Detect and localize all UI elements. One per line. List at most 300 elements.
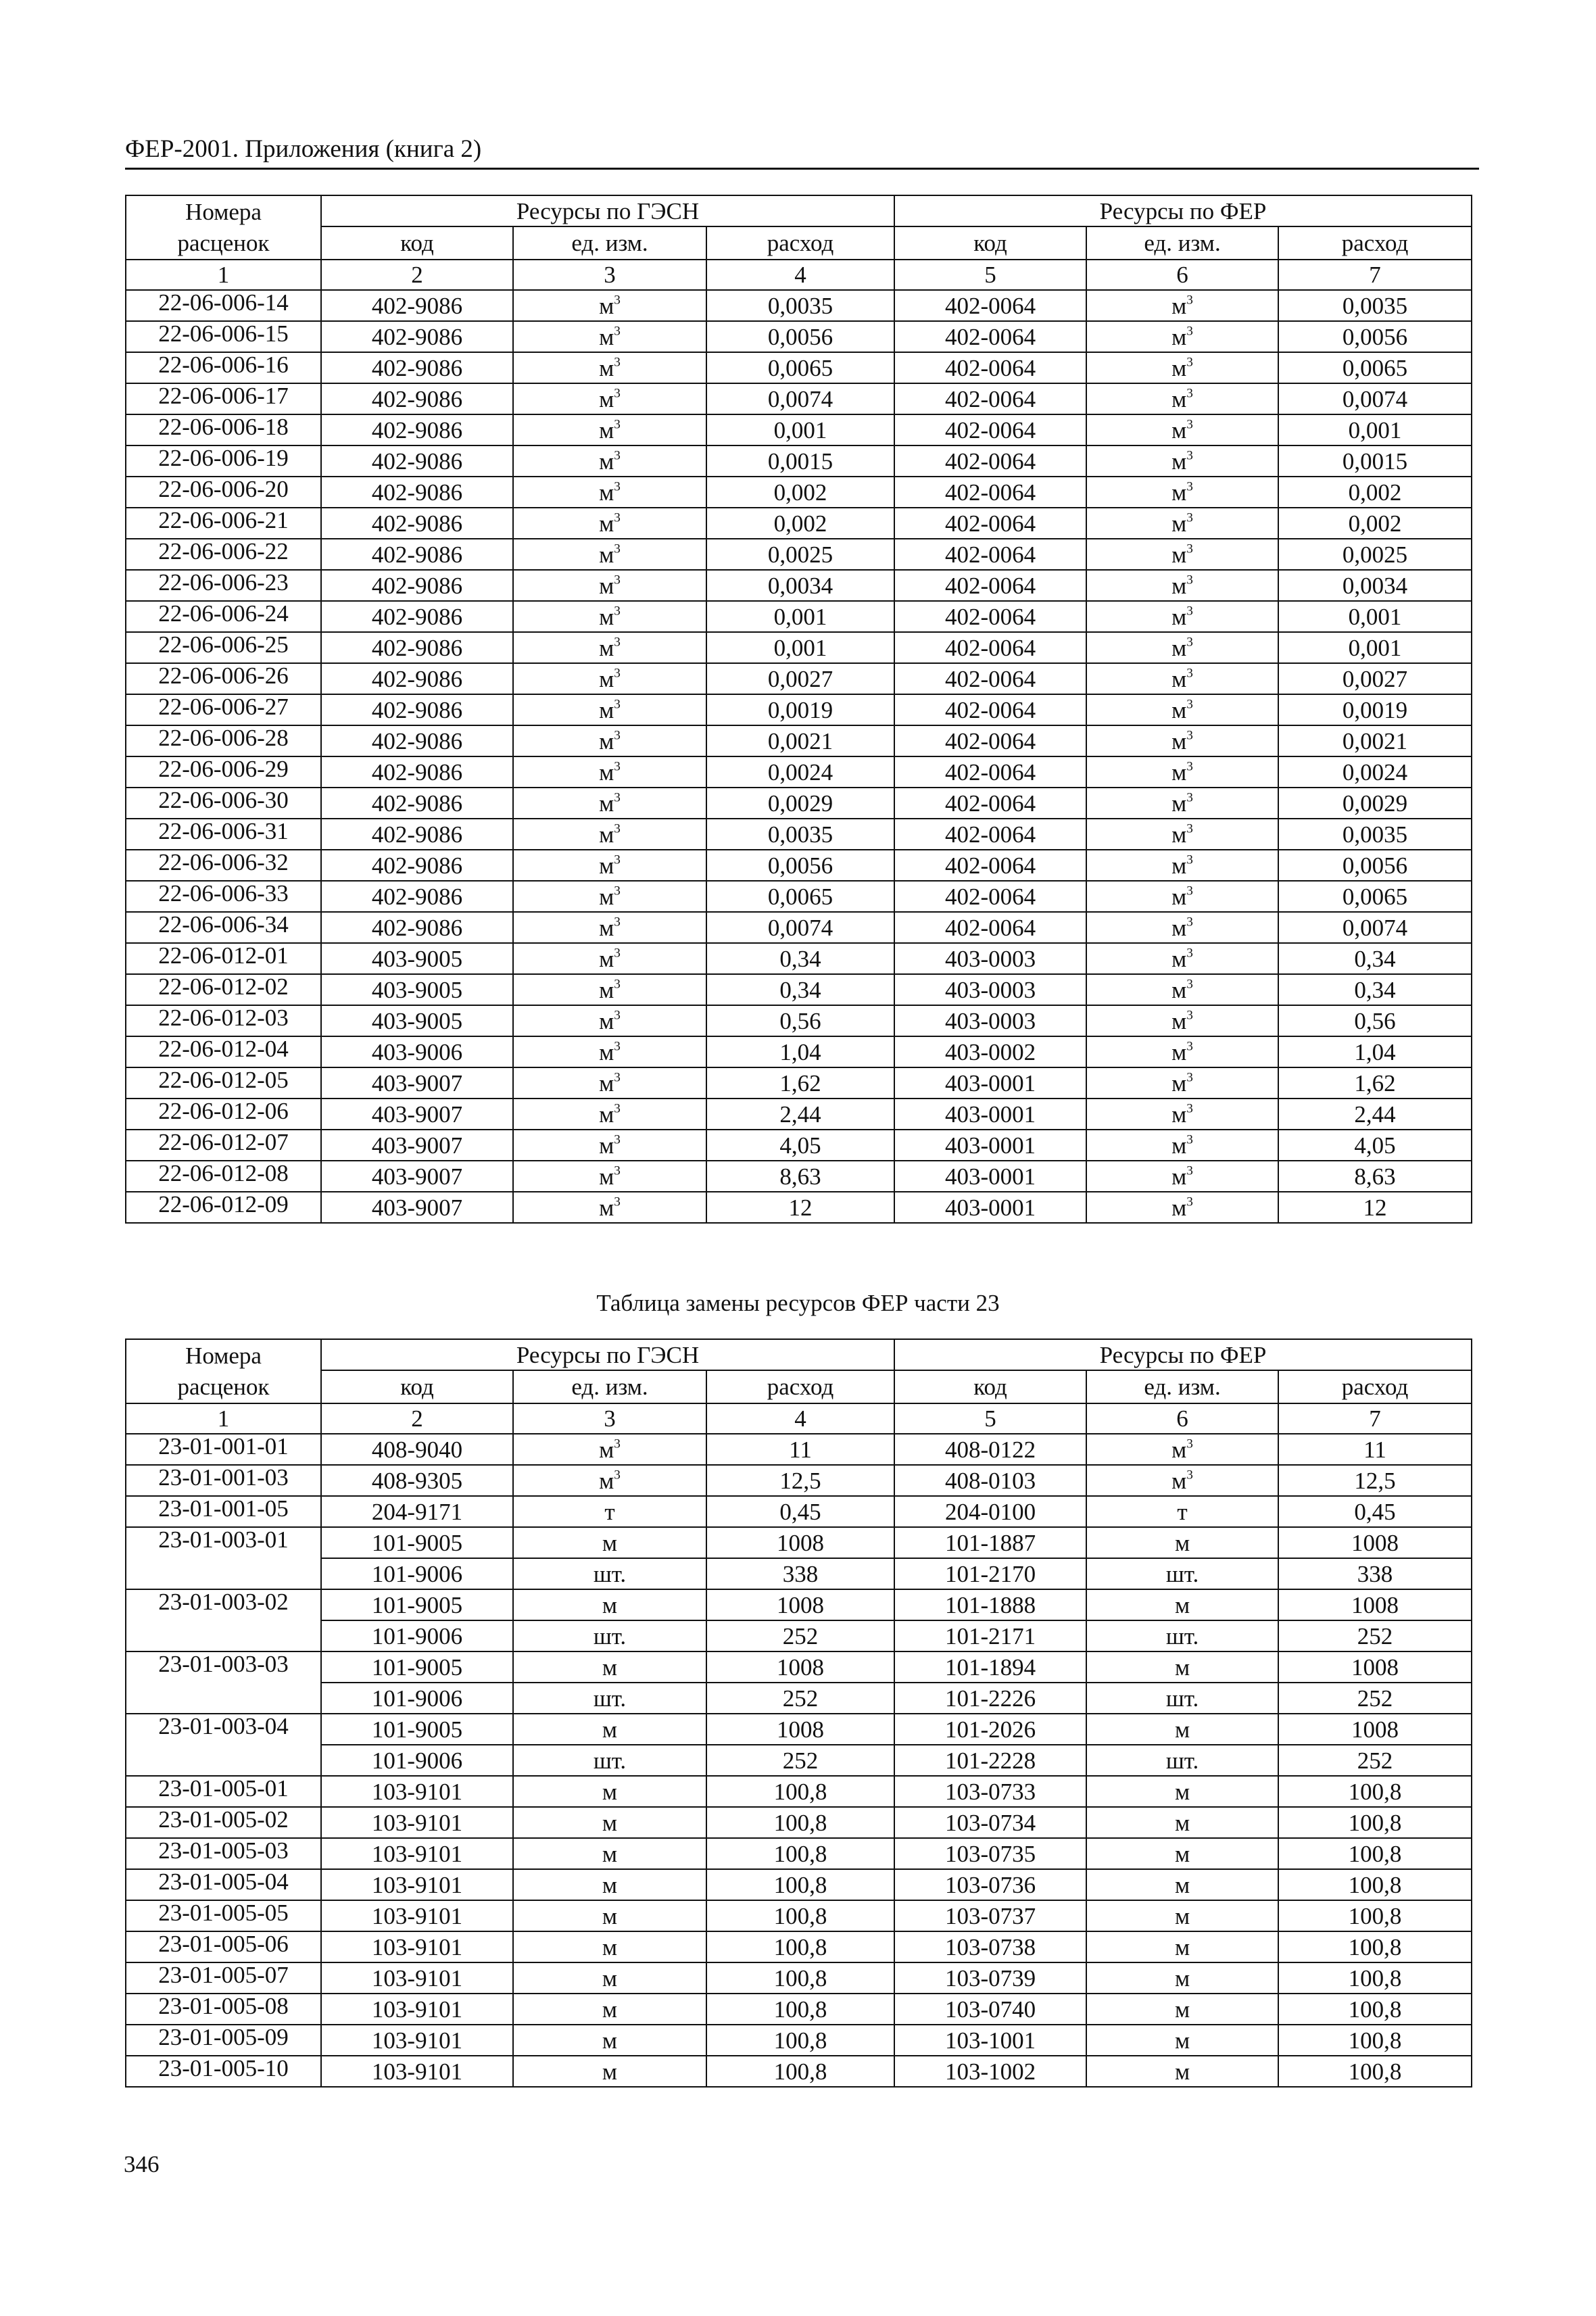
cell-fer-consumption: 100,8 bbox=[1278, 2025, 1472, 2056]
cell-gesn-code: 103-9101 bbox=[321, 2025, 513, 2056]
cell-fer-unit: $м^3$ bbox=[1086, 445, 1278, 477]
cell-fer-consumption: 1008 bbox=[1278, 1527, 1472, 1558]
cell-gesn-code: 403-9006 bbox=[321, 1036, 513, 1067]
cell-gesn-consumption: 0,001 bbox=[706, 632, 894, 663]
cell-gesn-consumption: 12,5 bbox=[706, 1465, 894, 1496]
table-row bbox=[126, 912, 1472, 943]
cell-fer-consumption: 0,0015 bbox=[1278, 445, 1472, 477]
cell-fer-unit: м bbox=[1086, 1807, 1278, 1838]
cell-fer-consumption: 338 bbox=[1278, 1558, 1472, 1589]
cell-gesn-code: 402-9086 bbox=[321, 352, 513, 383]
cell-fer-unit: $м^3$ bbox=[1086, 912, 1278, 943]
table-row bbox=[126, 1900, 1472, 1931]
cell-fer-unit: $м^3$ bbox=[1086, 508, 1278, 539]
cell-gesn-unit: м bbox=[513, 1838, 706, 1869]
table-row bbox=[126, 1869, 1472, 1900]
cell-gesn-code: 402-9086 bbox=[321, 819, 513, 850]
cell-rate-number: 22-06-006-16 bbox=[126, 352, 321, 383]
cell-gesn-code: 103-9101 bbox=[321, 1931, 513, 1962]
cell-rate-number: 23-01-003-02 bbox=[126, 1589, 321, 1620]
cell-gesn-code: 403-9007 bbox=[321, 1161, 513, 1192]
header-fer-group: Ресурсы по ФЕР bbox=[894, 1339, 1472, 1370]
cell-fer-consumption: 4,05 bbox=[1278, 1130, 1472, 1161]
cell-fer-code: 402-0064 bbox=[894, 850, 1086, 881]
cell-gesn-code: 204-9171 bbox=[321, 1496, 513, 1527]
cell-fer-consumption: 1008 bbox=[1278, 1714, 1472, 1745]
cell-gesn-consumption: 0,0027 bbox=[706, 663, 894, 694]
cell-fer-code: 101-1887 bbox=[894, 1527, 1086, 1558]
table-row bbox=[126, 943, 1472, 974]
table-row bbox=[126, 570, 1472, 601]
cell-gesn-unit: $м^3$ bbox=[513, 756, 706, 788]
cell-fer-unit: м bbox=[1086, 1527, 1278, 1558]
cell-fer-unit: $м^3$ bbox=[1086, 1130, 1278, 1161]
cell-rate-number: 23-01-005-04 bbox=[126, 1869, 321, 1900]
cell-fer-consumption: 100,8 bbox=[1278, 1931, 1472, 1962]
cell-fer-code: 103-1002 bbox=[894, 2056, 1086, 2087]
cell-gesn-unit: шт. bbox=[513, 1745, 706, 1776]
table-row bbox=[126, 663, 1472, 694]
cell-gesn-code: 103-9101 bbox=[321, 1962, 513, 1994]
cell-fer-unit: $м^3$ bbox=[1086, 1067, 1278, 1099]
table-row bbox=[126, 352, 1472, 383]
cell-fer-code: 402-0064 bbox=[894, 694, 1086, 725]
cell-gesn-consumption: 100,8 bbox=[706, 1962, 894, 1994]
cell-gesn-code: 402-9086 bbox=[321, 756, 513, 788]
cell-fer-code: 101-1894 bbox=[894, 1651, 1086, 1683]
cell-rate-number: 22-06-006-33 bbox=[126, 881, 321, 912]
cell-fer-code: 403-0003 bbox=[894, 943, 1086, 974]
cell-fer-consumption: 2,44 bbox=[1278, 1099, 1472, 1130]
cell-fer-code: 402-0064 bbox=[894, 570, 1086, 601]
cell-fer-consumption: 100,8 bbox=[1278, 1838, 1472, 1869]
cell-gesn-unit: м bbox=[513, 1714, 706, 1745]
cell-fer-consumption: 0,0029 bbox=[1278, 788, 1472, 819]
cell-fer-code: 103-1001 bbox=[894, 2025, 1086, 2056]
cell-rate-number: 23-01-005-07 bbox=[126, 1962, 321, 1994]
cell-gesn-consumption: 100,8 bbox=[706, 1869, 894, 1900]
cell-gesn-consumption: 0,45 bbox=[706, 1496, 894, 1527]
column-number: 7 bbox=[1278, 1403, 1472, 1434]
cell-rate-number: 22-06-006-29 bbox=[126, 756, 321, 788]
cell-rate-number: 22-06-006-32 bbox=[126, 850, 321, 881]
table-row bbox=[126, 1496, 1472, 1527]
table-row bbox=[126, 1776, 1472, 1807]
cell-gesn-code: 402-9086 bbox=[321, 508, 513, 539]
cell-gesn-unit: $м^3$ bbox=[513, 819, 706, 850]
cell-gesn-code: 402-9086 bbox=[321, 788, 513, 819]
cell-rate-number: 22-06-006-18 bbox=[126, 414, 321, 445]
cell-fer-consumption: 0,002 bbox=[1278, 477, 1472, 508]
cell-gesn-consumption: 100,8 bbox=[706, 2025, 894, 2056]
cell-rate-number: 23-01-003-03 bbox=[126, 1651, 321, 1683]
cell-rate-number: 22-06-006-20 bbox=[126, 477, 321, 508]
cell-fer-consumption: 12 bbox=[1278, 1192, 1472, 1223]
cell-fer-unit: м bbox=[1086, 1589, 1278, 1620]
cell-fer-code: 402-0064 bbox=[894, 290, 1086, 321]
cell-gesn-code: 408-9040 bbox=[321, 1434, 513, 1465]
table-row bbox=[126, 2025, 1472, 2056]
cell-gesn-consumption: 12 bbox=[706, 1192, 894, 1223]
cell-gesn-code: 403-9007 bbox=[321, 1130, 513, 1161]
column-number: 3 bbox=[513, 1403, 706, 1434]
cell-rate-number: 22-06-006-24 bbox=[126, 601, 321, 632]
table-row bbox=[126, 788, 1472, 819]
cell-fer-unit: $м^3$ bbox=[1086, 477, 1278, 508]
cell-rate-number: 22-06-006-27 bbox=[126, 694, 321, 725]
header-gesn-unit: ед. изм. bbox=[513, 226, 706, 260]
cell-gesn-code: 402-9086 bbox=[321, 414, 513, 445]
table-row bbox=[126, 1931, 1472, 1962]
cell-gesn-consumption: 0,0021 bbox=[706, 725, 894, 756]
cell-fer-consumption: 0,0065 bbox=[1278, 881, 1472, 912]
cell-fer-consumption: 100,8 bbox=[1278, 1869, 1472, 1900]
cell-fer-code: 402-0064 bbox=[894, 477, 1086, 508]
cell-fer-consumption: 1,04 bbox=[1278, 1036, 1472, 1067]
cell-rate-number: 22-06-006-30 bbox=[126, 788, 321, 819]
cell-rate-number: 22-06-006-17 bbox=[126, 383, 321, 414]
cell-fer-consumption: 252 bbox=[1278, 1683, 1472, 1714]
cell-fer-unit: т bbox=[1086, 1496, 1278, 1527]
cell-fer-unit: $м^3$ bbox=[1086, 1161, 1278, 1192]
cell-fer-code: 103-0740 bbox=[894, 1994, 1086, 2025]
cell-gesn-consumption: 1,04 bbox=[706, 1036, 894, 1067]
column-number: 6 bbox=[1086, 260, 1278, 290]
cell-rate-number: 23-01-005-06 bbox=[126, 1931, 321, 1962]
cell-fer-consumption: 0,001 bbox=[1278, 632, 1472, 663]
cell-rate-number: 22-06-006-21 bbox=[126, 508, 321, 539]
table-row bbox=[126, 881, 1472, 912]
cell-gesn-unit: м bbox=[513, 1807, 706, 1838]
cell-fer-code: 103-0738 bbox=[894, 1931, 1086, 1962]
cell-gesn-unit: $м^3$ bbox=[513, 601, 706, 632]
cell-gesn-code: 103-9101 bbox=[321, 1869, 513, 1900]
cell-gesn-unit: м bbox=[513, 1589, 706, 1620]
cell-fer-consumption: 0,34 bbox=[1278, 974, 1472, 1005]
cell-gesn-unit: $м^3$ bbox=[513, 1036, 706, 1067]
cell-fer-unit: $м^3$ bbox=[1086, 694, 1278, 725]
table-title-part-23: Таблица замены ресурсов ФЕР части 23 bbox=[596, 1290, 1000, 1316]
cell-fer-code: 403-0002 bbox=[894, 1036, 1086, 1067]
cell-fer-code: 402-0064 bbox=[894, 632, 1086, 663]
cell-gesn-consumption: 100,8 bbox=[706, 1807, 894, 1838]
cell-rate-number: 22-06-006-22 bbox=[126, 539, 321, 570]
cell-gesn-code: 402-9086 bbox=[321, 477, 513, 508]
cell-fer-consumption: 0,0074 bbox=[1278, 912, 1472, 943]
cell-gesn-consumption: 0,0024 bbox=[706, 756, 894, 788]
table-row bbox=[126, 1683, 1472, 1714]
cell-fer-unit: $м^3$ bbox=[1086, 383, 1278, 414]
cell-fer-consumption: 1,62 bbox=[1278, 1067, 1472, 1099]
cell-fer-code: 408-0122 bbox=[894, 1434, 1086, 1465]
cell-gesn-consumption: 100,8 bbox=[706, 1994, 894, 2025]
cell-gesn-unit: м bbox=[513, 1527, 706, 1558]
cell-rate-number: 22-06-012-01 bbox=[126, 943, 321, 974]
cell-rate-number: 23-01-005-08 bbox=[126, 1994, 321, 2025]
cell-fer-unit: $м^3$ bbox=[1086, 881, 1278, 912]
cell-fer-code: 101-2170 bbox=[894, 1558, 1086, 1589]
cell-gesn-unit: $м^3$ bbox=[513, 725, 706, 756]
cell-gesn-code: 403-9005 bbox=[321, 943, 513, 974]
cell-gesn-code: 101-9005 bbox=[321, 1714, 513, 1745]
table-row bbox=[126, 756, 1472, 788]
cell-gesn-unit: $м^3$ bbox=[513, 1130, 706, 1161]
cell-fer-unit: $м^3$ bbox=[1086, 1434, 1278, 1465]
cell-fer-unit: $м^3$ bbox=[1086, 632, 1278, 663]
cell-fer-code: 103-0735 bbox=[894, 1838, 1086, 1869]
cell-fer-code: 402-0064 bbox=[894, 725, 1086, 756]
cell-gesn-consumption: 0,0056 bbox=[706, 850, 894, 881]
table-row bbox=[126, 1067, 1472, 1099]
table-row bbox=[126, 1962, 1472, 1994]
cell-gesn-unit: $м^3$ bbox=[513, 632, 706, 663]
table-row bbox=[126, 321, 1472, 352]
table-row bbox=[126, 414, 1472, 445]
cell-gesn-consumption: 0,001 bbox=[706, 601, 894, 632]
cell-rate-number: 22-06-012-06 bbox=[126, 1099, 321, 1130]
cell-fer-code: 402-0064 bbox=[894, 321, 1086, 352]
cell-rate-number bbox=[126, 1745, 321, 1776]
column-number: 5 bbox=[894, 1403, 1086, 1434]
cell-fer-unit: $м^3$ bbox=[1086, 788, 1278, 819]
cell-fer-consumption: 100,8 bbox=[1278, 2056, 1472, 2087]
cell-gesn-consumption: 1,62 bbox=[706, 1067, 894, 1099]
cell-fer-unit: м bbox=[1086, 2025, 1278, 2056]
table-row bbox=[126, 819, 1472, 850]
cell-fer-unit: $м^3$ bbox=[1086, 1005, 1278, 1036]
cell-gesn-code: 103-9101 bbox=[321, 1900, 513, 1931]
table-row bbox=[126, 601, 1472, 632]
cell-gesn-consumption: 4,05 bbox=[706, 1130, 894, 1161]
cell-rate-number: 23-01-005-01 bbox=[126, 1776, 321, 1807]
cell-rate-number: 23-01-003-04 bbox=[126, 1714, 321, 1745]
resource-table-part-22 bbox=[125, 195, 1472, 1224]
cell-fer-unit: $м^3$ bbox=[1086, 850, 1278, 881]
header-gesn-group: Ресурсы по ГЭСН bbox=[321, 1339, 894, 1370]
cell-gesn-consumption: 11 bbox=[706, 1434, 894, 1465]
cell-gesn-code: 103-9101 bbox=[321, 1838, 513, 1869]
cell-fer-code: 403-0001 bbox=[894, 1099, 1086, 1130]
cell-gesn-consumption: 0,0034 bbox=[706, 570, 894, 601]
cell-rate-number: 23-01-005-05 bbox=[126, 1900, 321, 1931]
cell-fer-consumption: 252 bbox=[1278, 1620, 1472, 1651]
cell-fer-code: 103-0739 bbox=[894, 1962, 1086, 1994]
cell-fer-unit: шт. bbox=[1086, 1620, 1278, 1651]
cell-fer-unit: $м^3$ bbox=[1086, 819, 1278, 850]
header-fer-code: код bbox=[894, 1370, 1086, 1403]
table-row bbox=[126, 725, 1472, 756]
cell-gesn-unit: м bbox=[513, 1869, 706, 1900]
column-number: 2 bbox=[321, 1403, 513, 1434]
table-row bbox=[126, 1558, 1472, 1589]
cell-rate-number: 22-06-012-02 bbox=[126, 974, 321, 1005]
column-number: 4 bbox=[706, 260, 894, 290]
table-row bbox=[126, 1807, 1472, 1838]
cell-fer-consumption: 0,34 bbox=[1278, 943, 1472, 974]
cell-fer-unit: шт. bbox=[1086, 1558, 1278, 1589]
cell-gesn-unit: $м^3$ bbox=[513, 414, 706, 445]
cell-gesn-consumption: 0,0035 bbox=[706, 290, 894, 321]
table-row bbox=[126, 1994, 1472, 2025]
table-row bbox=[126, 1714, 1472, 1745]
cell-rate-number: 22-06-006-25 bbox=[126, 632, 321, 663]
cell-gesn-code: 402-9086 bbox=[321, 881, 513, 912]
cell-gesn-unit: $м^3$ bbox=[513, 477, 706, 508]
cell-gesn-consumption: 0,002 bbox=[706, 477, 894, 508]
cell-fer-consumption: 0,0027 bbox=[1278, 663, 1472, 694]
cell-fer-code: 408-0103 bbox=[894, 1465, 1086, 1496]
cell-gesn-unit: $м^3$ bbox=[513, 383, 706, 414]
cell-fer-code: 101-1888 bbox=[894, 1589, 1086, 1620]
table-row bbox=[126, 1745, 1472, 1776]
table-row bbox=[126, 694, 1472, 725]
column-number: 4 bbox=[706, 1403, 894, 1434]
cell-gesn-consumption: 0,34 bbox=[706, 943, 894, 974]
cell-fer-code: 403-0001 bbox=[894, 1192, 1086, 1223]
cell-gesn-consumption: 338 bbox=[706, 1558, 894, 1589]
cell-fer-code: 402-0064 bbox=[894, 788, 1086, 819]
cell-gesn-code: 402-9086 bbox=[321, 321, 513, 352]
cell-fer-unit: $м^3$ bbox=[1086, 974, 1278, 1005]
cell-gesn-unit: $м^3$ bbox=[513, 881, 706, 912]
cell-gesn-unit: $м^3$ bbox=[513, 694, 706, 725]
cell-gesn-code: 402-9086 bbox=[321, 290, 513, 321]
cell-gesn-unit: м bbox=[513, 1962, 706, 1994]
running-head: ФЕР-2001. Приложения (книга 2) bbox=[125, 132, 1479, 170]
cell-rate-number: 23-01-003-01 bbox=[126, 1527, 321, 1558]
cell-fer-consumption: 8,63 bbox=[1278, 1161, 1472, 1192]
table-row bbox=[126, 383, 1472, 414]
cell-fer-unit: $м^3$ bbox=[1086, 1192, 1278, 1223]
cell-fer-unit: м bbox=[1086, 1931, 1278, 1962]
cell-fer-unit: м bbox=[1086, 2056, 1278, 2087]
cell-fer-unit: $м^3$ bbox=[1086, 1099, 1278, 1130]
cell-fer-code: 402-0064 bbox=[894, 508, 1086, 539]
cell-fer-unit: $м^3$ bbox=[1086, 601, 1278, 632]
cell-fer-code: 402-0064 bbox=[894, 445, 1086, 477]
cell-rate-number: 23-01-005-10 bbox=[126, 2056, 321, 2087]
cell-gesn-unit: $м^3$ bbox=[513, 1192, 706, 1223]
cell-fer-consumption: 0,002 bbox=[1278, 508, 1472, 539]
cell-rate-number bbox=[126, 1558, 321, 1589]
cell-fer-consumption: 100,8 bbox=[1278, 1962, 1472, 1994]
table-row bbox=[126, 508, 1472, 539]
table-row bbox=[126, 1161, 1472, 1192]
cell-fer-consumption: 0,0025 bbox=[1278, 539, 1472, 570]
column-number: 6 bbox=[1086, 1403, 1278, 1434]
cell-rate-number: 22-06-012-05 bbox=[126, 1067, 321, 1099]
column-number: 1 bbox=[126, 260, 321, 290]
cell-gesn-unit: шт. bbox=[513, 1683, 706, 1714]
cell-fer-code: 101-2226 bbox=[894, 1683, 1086, 1714]
table-row bbox=[126, 1036, 1472, 1067]
cell-gesn-unit: $м^3$ bbox=[513, 788, 706, 819]
cell-gesn-unit: $м^3$ bbox=[513, 1005, 706, 1036]
cell-rate-number: 23-01-005-02 bbox=[126, 1807, 321, 1838]
cell-gesn-unit: $м^3$ bbox=[513, 1434, 706, 1465]
table-row bbox=[126, 974, 1472, 1005]
table-row bbox=[126, 445, 1472, 477]
cell-gesn-unit: $м^3$ bbox=[513, 850, 706, 881]
cell-fer-consumption: 0,001 bbox=[1278, 414, 1472, 445]
table-row bbox=[126, 1434, 1472, 1465]
cell-gesn-code: 101-9006 bbox=[321, 1683, 513, 1714]
cell-fer-consumption: 100,8 bbox=[1278, 1776, 1472, 1807]
cell-gesn-unit: $м^3$ bbox=[513, 321, 706, 352]
table-row bbox=[126, 477, 1472, 508]
cell-rate-number: 22-06-006-26 bbox=[126, 663, 321, 694]
cell-gesn-unit: $м^3$ bbox=[513, 663, 706, 694]
table2-body bbox=[126, 1434, 1472, 2087]
cell-gesn-unit: м bbox=[513, 1776, 706, 1807]
cell-rate-number: 23-01-001-05 bbox=[126, 1496, 321, 1527]
cell-gesn-consumption: 1008 bbox=[706, 1651, 894, 1683]
cell-fer-code: 403-0001 bbox=[894, 1161, 1086, 1192]
cell-rate-number: 22-06-006-23 bbox=[126, 570, 321, 601]
cell-gesn-code: 101-9006 bbox=[321, 1620, 513, 1651]
cell-rate-number: 23-01-001-01 bbox=[126, 1434, 321, 1465]
cell-fer-code: 101-2228 bbox=[894, 1745, 1086, 1776]
cell-fer-unit: м bbox=[1086, 1714, 1278, 1745]
cell-fer-unit: $м^3$ bbox=[1086, 725, 1278, 756]
cell-rate-number: 22-06-006-28 bbox=[126, 725, 321, 756]
cell-fer-consumption: 0,56 bbox=[1278, 1005, 1472, 1036]
cell-fer-unit: $м^3$ bbox=[1086, 414, 1278, 445]
cell-gesn-consumption: 100,8 bbox=[706, 2056, 894, 2087]
table-row bbox=[126, 1838, 1472, 1869]
cell-fer-code: 101-2026 bbox=[894, 1714, 1086, 1745]
cell-fer-code: 402-0064 bbox=[894, 539, 1086, 570]
cell-gesn-unit: $м^3$ bbox=[513, 943, 706, 974]
cell-fer-code: 103-0733 bbox=[894, 1776, 1086, 1807]
table1-body bbox=[126, 290, 1472, 1223]
cell-gesn-consumption: 8,63 bbox=[706, 1161, 894, 1192]
header-rate-numbers: Номера расценок bbox=[126, 195, 321, 260]
cell-gesn-unit: м bbox=[513, 2056, 706, 2087]
table-row bbox=[126, 1589, 1472, 1620]
cell-gesn-code: 103-9101 bbox=[321, 2056, 513, 2087]
cell-gesn-consumption: 0,0056 bbox=[706, 321, 894, 352]
cell-fer-code: 402-0064 bbox=[894, 881, 1086, 912]
cell-fer-code: 403-0001 bbox=[894, 1130, 1086, 1161]
cell-gesn-unit: $м^3$ bbox=[513, 1465, 706, 1496]
cell-gesn-consumption: 0,0035 bbox=[706, 819, 894, 850]
cell-gesn-consumption: 252 bbox=[706, 1620, 894, 1651]
cell-fer-unit: м bbox=[1086, 1962, 1278, 1994]
cell-fer-consumption: 0,0065 bbox=[1278, 352, 1472, 383]
header-fer-unit: ед. изм. bbox=[1086, 226, 1278, 260]
header-rate-numbers: Номера расценок bbox=[126, 1339, 321, 1403]
cell-gesn-consumption: 0,34 bbox=[706, 974, 894, 1005]
cell-fer-consumption: 12,5 bbox=[1278, 1465, 1472, 1496]
cell-rate-number: 22-06-012-09 bbox=[126, 1192, 321, 1223]
cell-fer-unit: $м^3$ bbox=[1086, 663, 1278, 694]
cell-gesn-consumption: 0,0015 bbox=[706, 445, 894, 477]
cell-fer-code: 101-2171 bbox=[894, 1620, 1086, 1651]
cell-fer-consumption: 1008 bbox=[1278, 1589, 1472, 1620]
cell-gesn-code: 403-9005 bbox=[321, 974, 513, 1005]
table-row bbox=[126, 2056, 1472, 2087]
header-gesn-consumption: расход bbox=[706, 226, 894, 260]
cell-fer-consumption: 0,0021 bbox=[1278, 725, 1472, 756]
cell-fer-consumption: 100,8 bbox=[1278, 1994, 1472, 2025]
header-fer-consumption: расход bbox=[1278, 1370, 1472, 1403]
cell-fer-consumption: 100,8 bbox=[1278, 1807, 1472, 1838]
cell-gesn-unit: $м^3$ bbox=[513, 974, 706, 1005]
cell-fer-code: 403-0001 bbox=[894, 1067, 1086, 1099]
cell-gesn-unit: м bbox=[513, 1651, 706, 1683]
cell-gesn-unit: $м^3$ bbox=[513, 508, 706, 539]
